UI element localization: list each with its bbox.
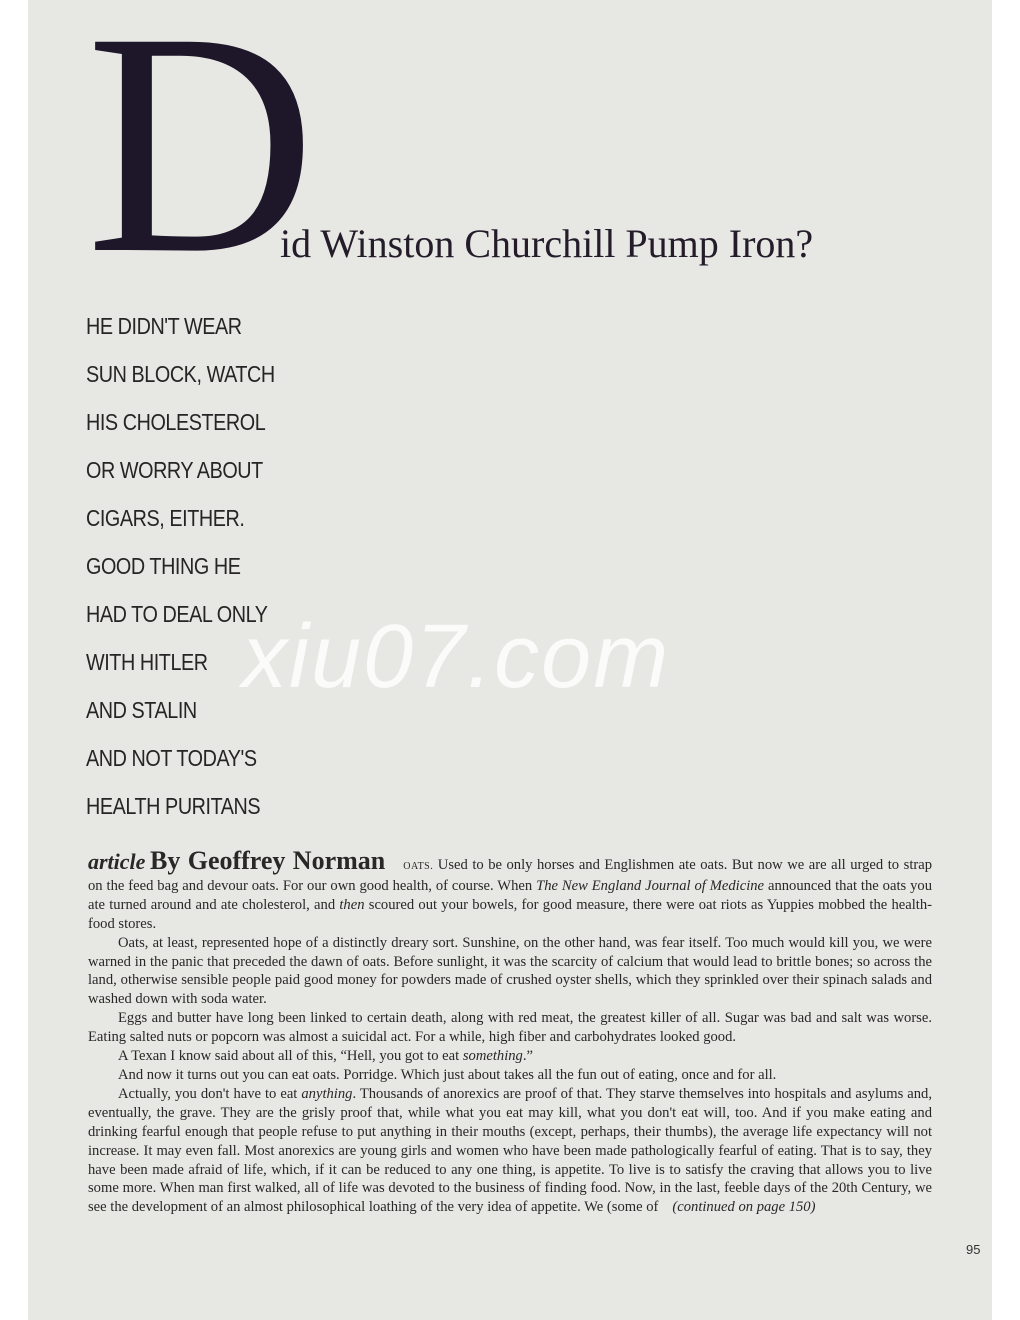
text-run: Used to be only horses and Englishmen ate oats. But now we are all urged to strap on the feed bag and devour oats. For our own good health, of course. When <box>88 857 933 894</box>
deck-line: HE DIDN'T WEAR <box>86 313 242 339</box>
article-paragraph: Eggs and butter have long been linked to certain death, along with red meat, the greatest killer of all. Sugar was bad and salt was worse. Eating salted nuts or popcorn was almost a suicidal act. For a while, high fiber and carbohydrates looked good. <box>88 1010 932 1046</box>
deck-text <box>86 302 305 830</box>
deck-line: GOOD THING HE <box>86 553 241 579</box>
deck-line: CIGARS, EITHER. <box>86 505 245 531</box>
headline: id Winston Churchill Pump Iron? <box>280 221 814 266</box>
deck-line: HIS CHOLESTEROL <box>86 409 266 435</box>
deck-line: OR WORRY ABOUT <box>86 457 263 483</box>
text-run: announced that the oats you ate turned around and ate cholesterol, and <box>88 877 932 913</box>
text-run: A Texan I know said about all of this, “Hell, you got to eat <box>118 1048 463 1065</box>
lead-word: OATS. <box>403 861 434 872</box>
byline-author: By Geoffrey Norman <box>149 846 386 875</box>
continued-note: (continued on page 150) <box>672 1199 816 1216</box>
deck-line: HEALTH PURITANS <box>86 793 261 819</box>
deck-line: AND NOT TODAY'S <box>86 745 257 771</box>
article-paragraph <box>88 1085 932 1217</box>
text-run: .” <box>522 1048 533 1065</box>
deck-line: SUN BLOCK, WATCH <box>86 361 275 387</box>
article-body <box>88 846 933 1217</box>
article-paragraph <box>88 846 933 934</box>
article-paragraph: And now it turns out you can eat oats. Porridge. Which just about takes all the fun out of eating, once and for all. <box>118 1066 777 1083</box>
article-paragraph <box>88 1047 932 1066</box>
deck-line: AND STALIN <box>86 697 197 723</box>
byline-kicker: article <box>88 849 146 874</box>
journal-title: The New England Journal of Medicine <box>536 877 765 894</box>
deck-line: WITH HITLER <box>86 649 208 675</box>
emphasis: anything <box>301 1085 353 1102</box>
emphasis: something <box>462 1048 523 1065</box>
text-run: scoured out your bowels, for good measure, there were oat riots as Yuppies mobbed the health-food stores. <box>88 896 932 932</box>
page-number: 95 <box>966 1242 981 1257</box>
text-run: Actually, you don't have to eat <box>118 1085 302 1102</box>
article-paragraph: Oats, at least, represented hope of a distinctly dreary sort. Sunshine, on the other hand, was fear itself. Too much would kill you, we were warned in the panic that preceded the dawn of oats. Before sunlight, it was the scarcity of calcium that would lead to brittle bones; so across the land, otherwise sensible people paid good money for powders made of crushed oyster shells, which they sprinkled over their spinach salads and washed down with soda water. <box>88 934 932 1008</box>
drop-cap: D <box>86 0 312 319</box>
deck-line: HAD TO DEAL ONLY <box>86 601 268 627</box>
text-run: . Thousands of anorexics are proof of that. They starve themselves into hospitals and asylums and, eventually, the grave. They are the grisly proof that, while what you eat may kill, what you don't eat will, too. And if you make eating and drinking fearful enough that people refuse to put anything in their mouths (except, perhaps, their thumbs), the average life expectancy will not increase. It may even fall. Most anorexics are young girls and women who have been made pathologically fearful of eating. That is to say, they have been made afraid of life, which, if it can be reduced to any one thing, is appetite. To live is to satisfy the craving that allows you to live some more. When man first walked, all of life was devoted to the business of finding food. Now, in the last, feeble days of the 20th Century, we see the development of an almost philosophical loathing of the very idea of appetite. We (some of <box>88 1085 932 1216</box>
magazine-page <box>28 0 992 1320</box>
watermark: xiu07.com <box>242 607 671 707</box>
emphasis: then <box>339 896 365 913</box>
